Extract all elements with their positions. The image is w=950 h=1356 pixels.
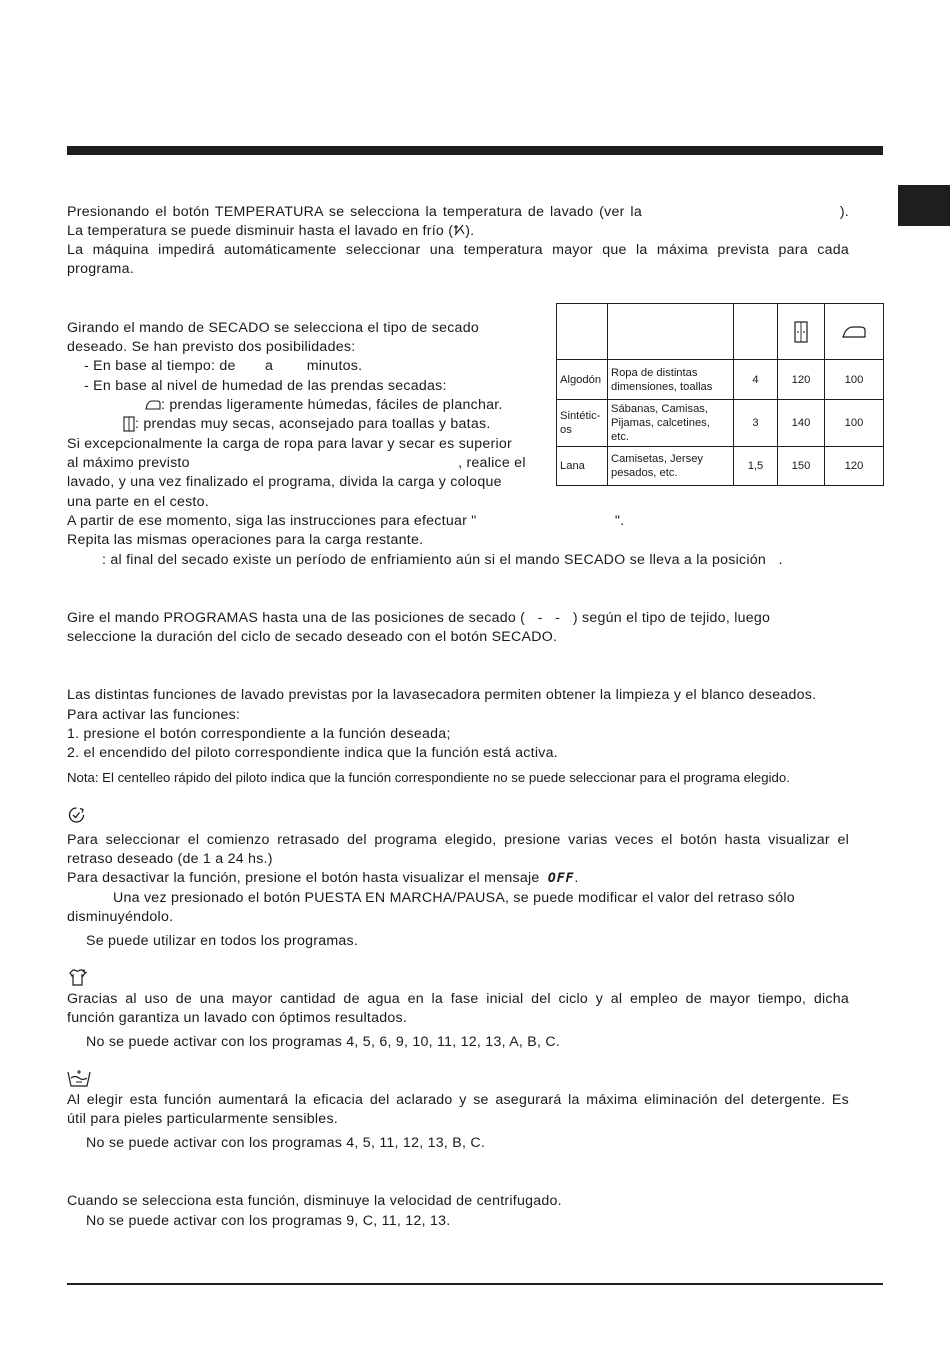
extra-rinse-line-1: Al elegir esta función aumentará la eficacia del aclarado y se asegurará la máxima eliminación del detergente. Es [67,1092,849,1108]
delay-line-1: Para seleccionar el comienzo retrasado del programa elegido, presione varias veces el botón hasta visualizar el [67,832,849,848]
drying-table [556,303,884,486]
table-cell-desc: Ropa de distintas dimensiones, toallas [608,360,734,400]
drying-overload-line-4: una parte en el cesto. [67,494,209,510]
drying-overload-line-1: Si excepcionalmente la carga de ropa para lavar y secar es superior [67,436,512,452]
temperature-line-1: Presionando el botón TEMPERATURA se selecciona la temperatura de lavado (ver la ). [67,204,849,220]
table-row [557,360,884,400]
rinse-basin-icon [67,1069,93,1088]
cupboard-icon [123,416,135,432]
iron-dry-line: : prendas ligeramente húmedas, fáciles de planchar. [145,396,503,415]
iron-icon [145,399,161,411]
drying-only-line-2: seleccione la duración del ciclo de secado deseado con el botón SECADO. [67,629,558,645]
language-tab [898,185,950,226]
functions-line-2: Para activar las funciones: [67,707,241,723]
spin-compat-line: No se puede activar con los programas 9, C, 11, 12, 13. [86,1213,451,1229]
table-row [557,400,884,447]
off-display: OFF [547,871,575,886]
functions-note: Nota: El centelleo rápido del piloto indica que la función correspondiente no se puede seleccionar para el programa elegido. [67,770,790,785]
table-header-cupboard [778,304,825,360]
functions-step-1: 1. presione el botón correspondiente a la función deseada; [67,726,451,742]
cupboard-icon [794,321,808,343]
table-header-iron [825,304,884,360]
shirt-stain-icon [68,968,88,987]
table-header-cell [608,304,734,360]
drying-line-1: Girando el mando de SECADO se selecciona el tipo de secado [67,320,479,336]
delay-line-4: Una vez presionado el botón PUESTA EN MARCHA/PAUSA, se puede modificar el valor del retraso sólo [113,890,795,906]
temperature-line-3: La máquina impedirá automáticamente seleccionar una temperatura mayor que la máxima prevista para cada [67,242,849,258]
drying-instructions-line: A partir de ese momento, siga las instrucciones para efectuar " ". [67,513,625,529]
table-cell-time-2: 120 [825,447,884,486]
iron-icon [842,325,866,339]
delay-compat-line: Se puede utilizar en todos los programas. [86,933,359,949]
super-wash-compat-line: No se puede activar con los programas 4, 5, 6, 9, 10, 11, 12, 13, A, B, C. [86,1034,561,1050]
drying-repeat-line: Repita las mismas operaciones para la carga restante. [67,532,424,548]
delay-line-2: retraso deseado (de 1 a 24 hs.) [67,851,273,867]
delay-line-5: disminuyéndolo. [67,909,174,925]
table-header-cell [734,304,778,360]
drying-time-line: - En base al tiempo: de a minutos. [84,358,363,374]
delay-off-line: Para desactivar la función, presione el botón hasta visualizar el mensaje OFF. [67,870,579,886]
table-cell-load: 3 [734,400,778,447]
table-cell-fabric: Lana [557,447,608,486]
table-header-cell [557,304,608,360]
table-cell-fabric: Algodón [557,360,608,400]
table-cell-time-2: 100 [825,360,884,400]
table-cell-time-1: 140 [778,400,825,447]
extra-rinse-compat-line: No se puede activar con los programas 4, 5, 11, 12, 13, B, C. [86,1135,486,1151]
header-rule [67,146,883,155]
delay-timer-icon [67,806,86,824]
table-cell-load: 4 [734,360,778,400]
table-cell-time-2: 100 [825,400,884,447]
drying-only-line-1: Gire el mando PROGRAMAS hasta una de las posiciones de secado ( - - ) según el tipo de tejido, luego [67,610,771,626]
table-cell-desc: Sábanas, Camisas, Pijamas, calcetines, etc. [608,400,734,447]
spin-line-1: Cuando se selecciona esta función, disminuye la velocidad de centrifugado. [67,1193,562,1209]
cupboard-dry-line: : prendas muy secas, aconsejado para toallas y batas. [123,415,491,434]
functions-step-2: 2. el encendido del piloto correspondiente indica que la función está activa. [67,745,558,761]
extra-rinse-line-2: útil para pieles particularmente sensibles. [67,1111,338,1127]
drying-humidity-line: - En base al nivel de humedad de las prendas secadas: [84,378,447,394]
drying-overload-line-3: lavado, y una vez finalizado el programa, divida la carga y coloque [67,474,502,490]
drying-line-2: deseado. Se han previsto dos posibilidades: [67,339,356,355]
table-cell-time-1: 150 [778,447,825,486]
temperature-line-4: programa. [67,261,134,277]
table-cell-fabric: Sintétic-os [557,400,608,447]
super-wash-line-1: Gracias al uso de una mayor cantidad de agua en la fase inicial del ciclo y al empleo de mayor tiempo, dicha [67,991,849,1007]
table-row [557,447,884,486]
drying-overload-line-2: al máximo previsto , realice el [67,455,526,471]
table-cell-load: 1,5 [734,447,778,486]
functions-line-1: Las distintas funciones de lavado previstas por la lavasecadora permiten obtener la limpieza y el blanco deseados. [67,687,817,703]
temperature-line-2: La temperatura se puede disminuir hasta el lavado en frío ( ). [67,223,475,239]
table-header-row [557,304,884,360]
table-cell-time-1: 120 [778,360,825,400]
super-wash-line-2: función garantiza un lavado con óptimos resultados. [67,1010,408,1026]
footer-rule [67,1283,883,1285]
table-cell-desc: Camisetas, Jersey pesados, etc. [608,447,734,486]
drying-cooling-note: : al final del secado existe un período de enfriamiento aún si el mando SECADO se lleva a la posición . [102,552,783,568]
cold-wash-icon [453,224,465,238]
